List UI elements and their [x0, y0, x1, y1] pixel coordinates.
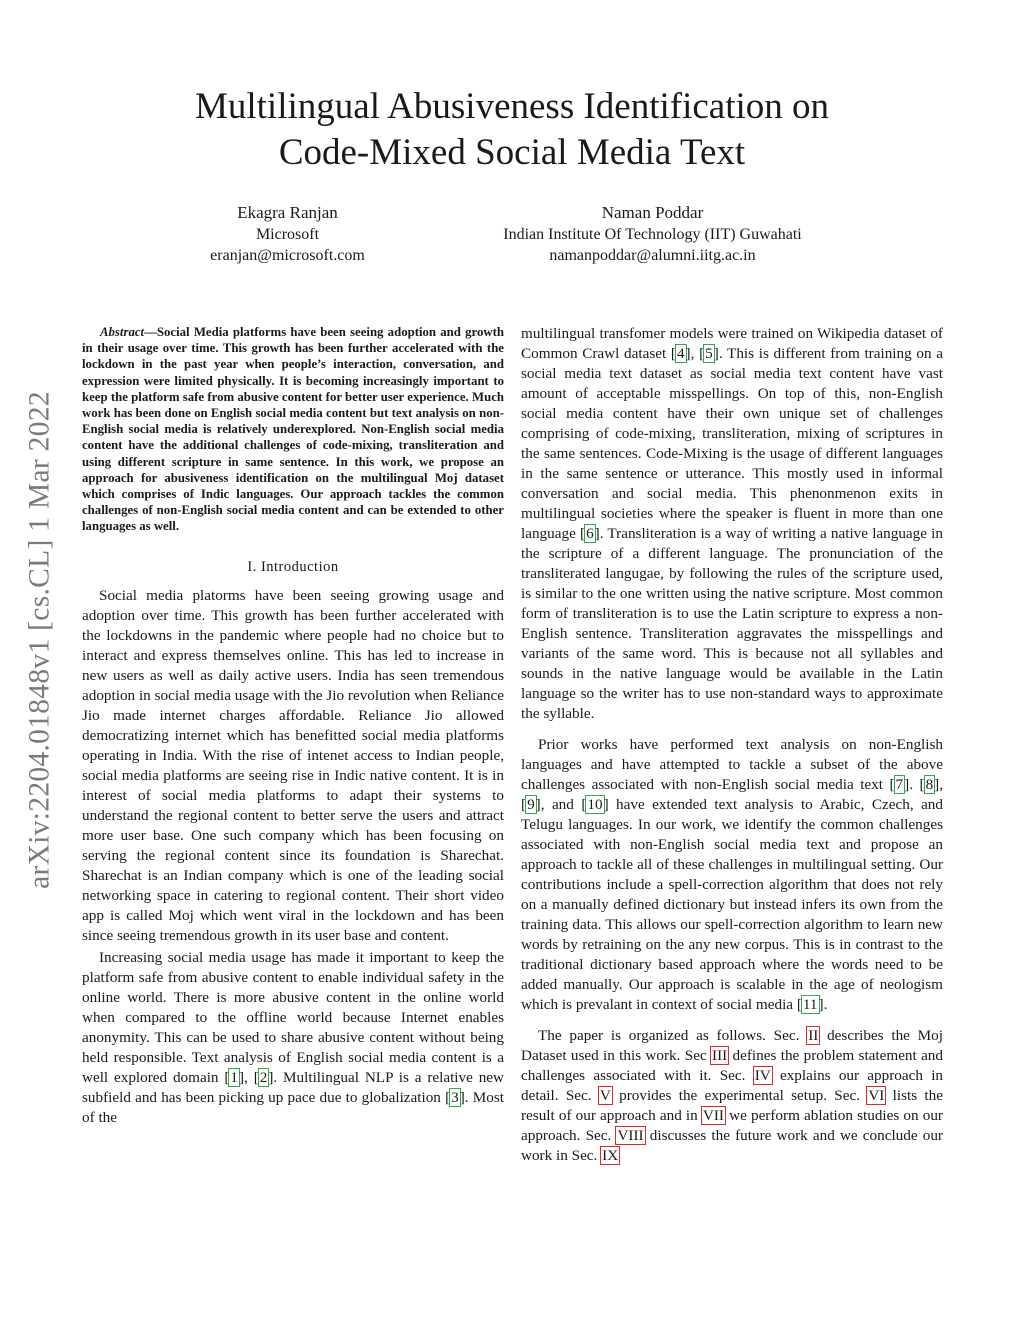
text-run: . Transliteration is a way of writing a native language in the scripture of a different language. The pronunciation of the transliterated langugae, by following the rules of the scripture used, is similar to the one written using the native scripture. Most common form of transliteration is to use the Latin scripture to express a non-English sentence. Transliteration aggravates the misspellings and variants of the same word. This is because not all syllables and sounds in the native language would be available in the Latin language so the writer has to use non-standard ways to approximate the syllable. [521, 525, 943, 722]
text-run: The paper is organized as follows. Sec. [538, 1027, 808, 1044]
arxiv-id-text: arXiv:2204.01848v1 [cs.CL] 1 Mar 2022 [23, 391, 56, 889]
intro-paragraph-3: Prior works have performed text analysis on non-English languages and have attempted to tackle a subset of the above challenges associated with non-English social media text [7]. [8], [9], and [10] have extended text analysis to Arabic, Czech, and Telugu languages. In our work, we identify the common challenges associated with non-English social media text and propose an approach to tackle all of these challenges in multilingual setting. Our contributions include a spell-correction algorithm that does not rely on a manually defined dictionary but instead infers its own from the training data. This allows our spell-correction algorithm to learn new words by retraining on the any new corpus. This is in contrast to the traditional dictionary based approach where the words need to be added manually. Our approach is scalable in the age of neologism which is prevalant in context of social media [11]. [521, 736, 944, 1013]
section-heading-introduction: I. Introduction [247, 558, 339, 575]
text-run: lists the result of our approach and in [521, 1087, 943, 1124]
text-run: . [823, 996, 828, 1013]
text-run: have extended text analysis to Arabic, Czech, and Telugu languages. In our work, we identify the common challenges associated with non-English social media text and propose an approach to tackle all of these challenges in multilingual setting. Our contributions include a spell-correction algorithm that does not rely on a manually defined dictionary but instead infers its own from the training data. This allows our spell-correction algorithm to learn new words by retraining on the any new corpus. This is in contrast to the traditional dictionary based approach where the words need to be added manually. Our approach is scalable in the age of neologism which is prevalant in context of social media [521, 796, 943, 1013]
author-email: namanpoddar@alumni.iitg.ac.in [549, 247, 756, 264]
text-run: , [244, 1068, 254, 1086]
citation-link[interactable]: 10 [587, 796, 603, 813]
citation-link[interactable]: 4 [676, 345, 685, 362]
section-ref-link[interactable]: VIII [617, 1127, 644, 1144]
right-column [521, 324, 943, 1166]
intro-paragraph-2: Increasing social media usage has made it important to keep the platform safe from abusive content to enable individual safety in the online world. There is more abusive content in the online world when compared to the offline world because Internet enables anonymity. This can be used to share abusive content without being held responsible. Text analysis of English social media content is a well explored domain [1], [2]. Multilingual NLP is a relative new subfield and has been picking up pace due to globalization [3]. Most of the [82, 948, 504, 1126]
citation-link[interactable]: 5 [705, 345, 713, 362]
abstract [82, 324, 504, 535]
section-ref-link[interactable]: IV [754, 1067, 771, 1084]
citation-link[interactable]: 1 [230, 1068, 238, 1086]
author-block-2 [470, 202, 835, 266]
abstract-label: Abstract [100, 325, 145, 339]
intro-paragraph-2-continued: multilingual transfomer models were trained on Wikipedia dataset of Common Crawl dataset [4], [5]. This is different from training on a social media text dataset as social media text content have vast amount of acceptable misspellings. On top of this, non-English social media content have their own unique set of challenges comprising of code-mixing, transliteration, mixing of scriptures in the same sentences. Code-Mixing is the usage of different languages in the same sentence or utterance. This mostly used in informal conversation and social media. This phenonmenon exits in multilingual societies where the speaker is fluent in more than one language [6]. Transliteration is a way of writing a native language in the scripture of a different language. The pronunciation of the transliterated langugae, by following the rules of the scripture used, is similar to the one written using the native scripture. Most common form of transliteration is to use the Latin scripture to express a non-English sentence. Transliteration aggravates the misspellings and variants of the same word. This is because not all syllables and sounds in the native language would be available in the Latin language so the writer has to use non-standard ways to approximate the syllable. [521, 325, 943, 722]
text-run: defines the problem statement and challenges associated with it. Sec. [521, 1047, 943, 1084]
citation-link[interactable]: 7 [895, 776, 904, 793]
section-ref-link[interactable]: V [599, 1087, 611, 1104]
citation-link[interactable]: 9 [527, 796, 535, 813]
text-run: Increasing social media usage has made it important to keep the platform safe from abusive content to enable individual safety in the online world. There is more abusive content in the online world when compared to the offline world because Internet enables anonymity. This can be used to share abusive content without being held responsible. Text analysis of English social media content is a well explored domain [82, 948, 504, 1086]
left-column [82, 324, 504, 1128]
arxiv-identifier [10, 345, 70, 935]
author-affiliation: Indian Institute Of Technology (IIT) Guwahati [503, 226, 802, 243]
section-ref-link[interactable]: IX [602, 1147, 619, 1164]
citation-link[interactable]: 11 [802, 996, 818, 1013]
text-run: Prior works have performed text analysis on non-English languages and have attempted to tackle a subset of the above challenges associated with non-English social media text [521, 736, 943, 793]
text-run: multilingual transfomer models were trained on Wikipedia dataset of Common Crawl dataset [521, 325, 943, 362]
citation-link[interactable]: 6 [586, 525, 594, 542]
author-name: Naman Poddar [601, 203, 704, 222]
section-ref-link[interactable]: III [712, 1047, 728, 1064]
title-line-1: Multilingual Abusiveness Identification on [194, 86, 830, 127]
title-line-2: Code-Mixed Social Media Text [278, 132, 746, 173]
author-email: eranjan@microsoft.com [210, 247, 365, 264]
text-run: . [909, 776, 920, 793]
author-block-1 [170, 202, 405, 266]
author-affiliation: Microsoft [255, 226, 320, 243]
text-run: . Multilingual NLP is a relative new subfield and has been picking up pace due to globalization [82, 1068, 504, 1106]
text-run: , and [540, 796, 582, 813]
intro-paragraph-4 [521, 1026, 943, 1166]
text-run: describes the Moj Dataset used in this work. Sec [521, 1027, 943, 1064]
author-name: Ekagra Ranjan [237, 203, 338, 222]
text-run: , [939, 776, 944, 793]
text-run: , [690, 345, 700, 362]
text-run: explains our approach in detail. Sec. [521, 1067, 944, 1104]
text-run: discusses the future work and we conclude our work in Sec. [521, 1127, 943, 1164]
text-run: . This is different from training on a social media text dataset as social media text content have vast amount of acceptable misspellings. On top of this, non-English social media content have their own unique set of challenges comprising of code-mixing, transliteration, mixing of scriptures in the same sentences. Code-Mixing is the usage of different languages in the same sentence or utterance. This mostly used in informal conversation and social media. This phenonmenon exits in multilingual societies where the speaker is fluent in more than one language [521, 345, 943, 542]
citation-link[interactable]: 8 [925, 776, 934, 793]
text-run: . Most of the [82, 1088, 504, 1126]
section-ref-link[interactable]: VI [868, 1087, 885, 1104]
intro-paragraph-1: Social media platorms have been seeing growing usage and adoption over time. This growth has been further accelerated with the lockdowns in the pandemic where people had no choice but to interact and express themselves online. This has led to increase in new users as well as daily active users. India has seen tremendous adoption in social media usage with the Jio revolution when Reliance Jio made internet charges affordable. Reliance Jio allowed democratizing internet which has benefitted social media platforms operating in India. With the rise of intenet access to Indian people, social media platforms are seeing rise in Indic native content. It is in interest of social media platforms to adapt their systems to understand the regional content to better serve the users and attract more user base. One such company which has been focusing on serving the regional content since its foundation is Sharechat. Sharechat is an Indian company which is one of the leading social networking space in catering to regional content. Their short video app is called Moj which went viral in the lockdown and has been since seeing tremendous growth in its user base and content. [82, 586, 504, 944]
text-run: provides the experimental setup. Sec. [611, 1087, 868, 1104]
section-ref-link[interactable]: II [808, 1027, 819, 1044]
paper-title [0, 84, 1024, 176]
abstract-text: —Social Media platforms have been seeing adoption and growth in their usage over time. This growth has been further accelerated with the lockdown in the past year when people’s interaction, conversation, and expression were limited physically. It is becoming increasingly important to keep the platform safe from abusive content for better user experience. Much work has been done on English social media content but text analysis on non-English social media is relatively underexplored. Non-English social media content have the additional challenges of code-mixing, transliteration and using different scripture in same sentence. In this work, we propose an approach for abusiveness identification on the multilingual Moj dataset which comprises of Indic languages. Our approach tackles the common challenges of non-English social media content and can be extended to other languages as well. [82, 325, 504, 534]
section-ref-link[interactable]: VII [702, 1107, 724, 1124]
text-run: we perform ablation studies on our approach. Sec. [521, 1107, 943, 1144]
citation-link[interactable]: 3 [451, 1088, 459, 1106]
citation-link[interactable]: 2 [259, 1068, 268, 1086]
